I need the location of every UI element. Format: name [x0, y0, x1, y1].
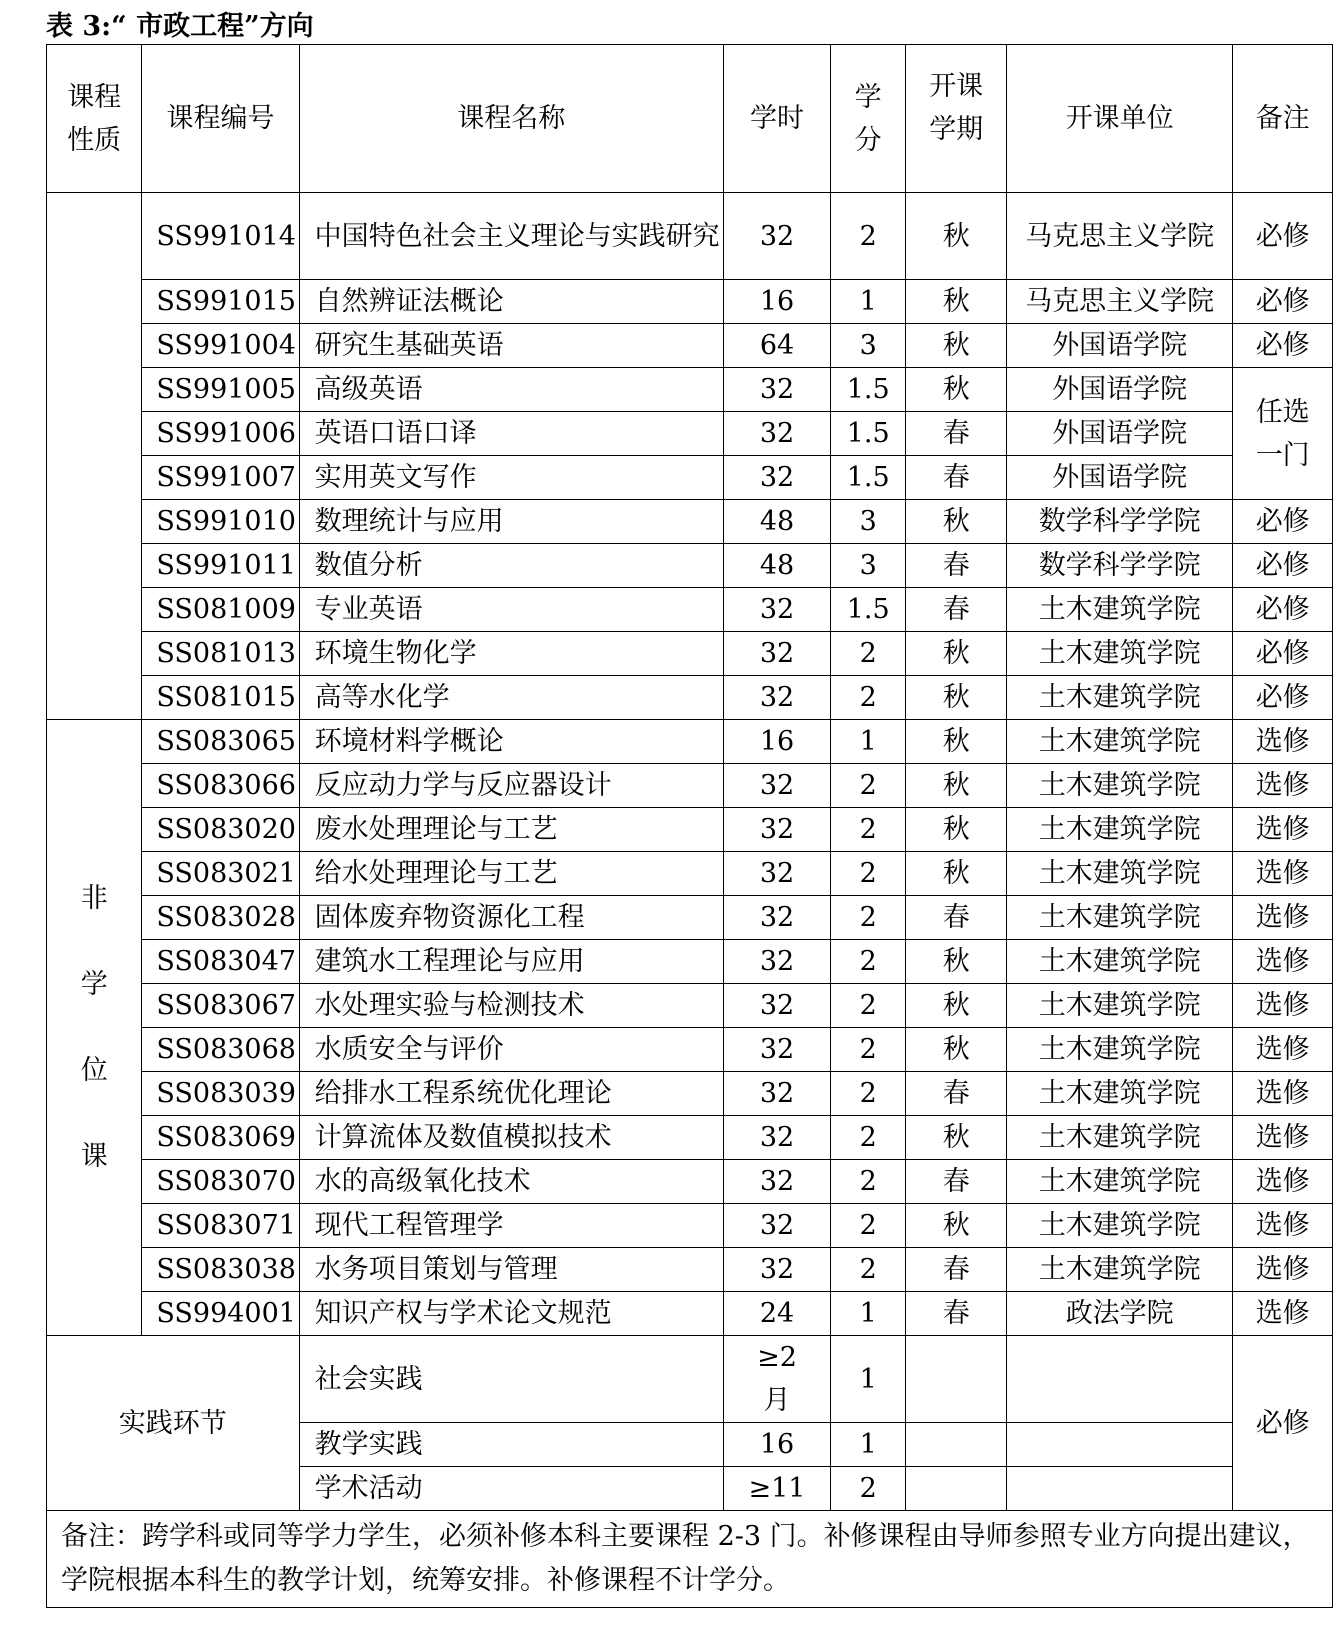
- course-dept: 马克思主义学院: [1007, 280, 1233, 324]
- course-name: 固体废弃物资源化工程: [299, 896, 723, 940]
- course-semester: 秋: [906, 500, 1007, 544]
- course-hours: 16: [724, 720, 831, 764]
- course-dept: 土木建筑学院: [1007, 632, 1233, 676]
- table-row: [47, 324, 1333, 368]
- course-hours: 32: [724, 852, 831, 896]
- course-hours: 32: [724, 368, 831, 412]
- course-remark: 必修: [1233, 193, 1333, 280]
- course-semester: 秋: [906, 193, 1007, 280]
- course-dept: 土木建筑学院: [1007, 1116, 1233, 1160]
- practice-name: 教学实践: [299, 1423, 723, 1467]
- table-row: [47, 280, 1333, 324]
- course-code: SS083066: [142, 764, 299, 808]
- course-credits: 2: [830, 676, 905, 720]
- course-name: 给水处理理论与工艺: [299, 852, 723, 896]
- course-semester: 秋: [906, 368, 1007, 412]
- practice-dept: [1007, 1423, 1233, 1467]
- course-credits: 2: [830, 984, 905, 1028]
- practice-hours: ≥11: [724, 1467, 831, 1511]
- course-remark: 必修: [1233, 280, 1333, 324]
- course-semester: 秋: [906, 280, 1007, 324]
- table-row: [47, 896, 1333, 940]
- course-name: 知识产权与学术论文规范: [299, 1292, 723, 1336]
- course-hours: 32: [724, 1204, 831, 1248]
- course-hours: 32: [724, 1028, 831, 1072]
- course-dept: 政法学院: [1007, 1292, 1233, 1336]
- header-dept: 开课单位: [1007, 45, 1233, 193]
- course-code: SS083047: [142, 940, 299, 984]
- course-code: SS991010: [142, 500, 299, 544]
- course-hours: 32: [724, 984, 831, 1028]
- course-credits: 1: [830, 280, 905, 324]
- table-row: [47, 1116, 1333, 1160]
- table-row: [47, 1028, 1333, 1072]
- course-name: 计算流体及数值模拟技术: [299, 1116, 723, 1160]
- table-title: 表 3:“ 市政工程”方向: [46, 11, 314, 42]
- course-credits: 1.5: [830, 588, 905, 632]
- course-remark: 选修: [1233, 984, 1333, 1028]
- course-semester: 秋: [906, 720, 1007, 764]
- course-semester: 春: [906, 588, 1007, 632]
- course-hours: 16: [724, 280, 831, 324]
- table-row: [47, 193, 1333, 280]
- course-semester: 秋: [906, 1116, 1007, 1160]
- course-semester: 秋: [906, 852, 1007, 896]
- course-semester: 秋: [906, 1204, 1007, 1248]
- table-row: [47, 456, 1333, 500]
- course-code: SS991005: [142, 368, 299, 412]
- course-dept: 马克思主义学院: [1007, 193, 1233, 280]
- course-name: 建筑水工程理论与应用: [299, 940, 723, 984]
- course-name: 专业英语: [299, 588, 723, 632]
- header-hours: 学时: [724, 45, 831, 193]
- course-semester: 春: [906, 1292, 1007, 1336]
- course-name: 数值分析: [299, 544, 723, 588]
- course-code: SS083069: [142, 1116, 299, 1160]
- course-code: SS994001: [142, 1292, 299, 1336]
- course-name: 给排水工程系统优化理论: [299, 1072, 723, 1116]
- course-remark: 必修: [1233, 588, 1333, 632]
- course-dept: 土木建筑学院: [1007, 588, 1233, 632]
- practice-semester: [906, 1467, 1007, 1511]
- practice-name: 学术活动: [299, 1467, 723, 1511]
- course-credits: 3: [830, 324, 905, 368]
- course-remark: 选修: [1233, 1072, 1333, 1116]
- course-hours: 64: [724, 324, 831, 368]
- course-credits: 2: [830, 1116, 905, 1160]
- course-name: 环境生物化学: [299, 632, 723, 676]
- course-credits: 2: [830, 1072, 905, 1116]
- practice-credits: 2: [830, 1467, 905, 1511]
- practice-name: 社会实践: [299, 1336, 723, 1423]
- table-row: [47, 500, 1333, 544]
- header-remark: 备注: [1233, 45, 1333, 193]
- course-code: SS083067: [142, 984, 299, 1028]
- course-code: SS083039: [142, 1072, 299, 1116]
- practice-credits: 1: [830, 1336, 905, 1423]
- course-code: SS081015: [142, 676, 299, 720]
- course-credits: 2: [830, 852, 905, 896]
- course-credits: 2: [830, 896, 905, 940]
- course-dept: 外国语学院: [1007, 368, 1233, 412]
- course-remark: 选修: [1233, 852, 1333, 896]
- table-row: [47, 764, 1333, 808]
- table-row: [47, 808, 1333, 852]
- course-semester: 春: [906, 1248, 1007, 1292]
- course-name: 研究生基础英语: [299, 324, 723, 368]
- course-credits: 1.5: [830, 412, 905, 456]
- header-code: 课程编号: [142, 45, 299, 193]
- course-remark: 选修: [1233, 764, 1333, 808]
- notes-cell: 备注：跨学科或同等学力学生，必须补修本科主要课程 2-3 门。补修课程由导师参照专业方向提出建议，学院根据本科生的教学计划，统筹安排。补修课程不计学分。: [47, 1511, 1333, 1608]
- course-semester: 春: [906, 456, 1007, 500]
- table-row: [47, 940, 1333, 984]
- table-row: [47, 984, 1333, 1028]
- course-credits: 3: [830, 544, 905, 588]
- remark-elective-one: 任选 一门: [1233, 368, 1333, 500]
- course-semester: 春: [906, 1160, 1007, 1204]
- practice-dept: [1007, 1467, 1233, 1511]
- course-credits: 2: [830, 940, 905, 984]
- table-row: [47, 632, 1333, 676]
- course-hours: 32: [724, 193, 831, 280]
- course-credits: 1: [830, 1292, 905, 1336]
- course-dept: 土木建筑学院: [1007, 764, 1233, 808]
- course-remark: 选修: [1233, 808, 1333, 852]
- course-hours: 32: [724, 764, 831, 808]
- course-hours: 32: [724, 940, 831, 984]
- table-row: [47, 1160, 1333, 1204]
- course-dept: 土木建筑学院: [1007, 940, 1233, 984]
- course-credits: 3: [830, 500, 905, 544]
- course-dept: 土木建筑学院: [1007, 1160, 1233, 1204]
- course-code: SS083020: [142, 808, 299, 852]
- course-remark: 选修: [1233, 720, 1333, 764]
- course-code: SS083021: [142, 852, 299, 896]
- course-credits: 1: [830, 720, 905, 764]
- course-hours: 32: [724, 456, 831, 500]
- notes-row: [47, 1511, 1333, 1608]
- course-dept: 土木建筑学院: [1007, 984, 1233, 1028]
- practice-semester: [906, 1423, 1007, 1467]
- course-remark: 必修: [1233, 544, 1333, 588]
- course-semester: 秋: [906, 676, 1007, 720]
- course-code: SS991015: [142, 280, 299, 324]
- course-name: 高级英语: [299, 368, 723, 412]
- practice-row: [47, 1336, 1333, 1423]
- course-remark: 选修: [1233, 1116, 1333, 1160]
- course-semester: 春: [906, 544, 1007, 588]
- course-dept: 数学科学学院: [1007, 544, 1233, 588]
- course-remark: 选修: [1233, 1160, 1333, 1204]
- course-hours: 24: [724, 1292, 831, 1336]
- course-dept: 土木建筑学院: [1007, 896, 1233, 940]
- course-code: SS083038: [142, 1248, 299, 1292]
- table-row: [47, 1292, 1333, 1336]
- course-semester: 春: [906, 1072, 1007, 1116]
- table-row: [47, 852, 1333, 896]
- course-name: 反应动力学与反应器设计: [299, 764, 723, 808]
- course-code: SS991007: [142, 456, 299, 500]
- practice-dept: [1007, 1336, 1233, 1423]
- course-name: 废水处理理论与工艺: [299, 808, 723, 852]
- course-hours: 32: [724, 808, 831, 852]
- course-code: SS083065: [142, 720, 299, 764]
- course-hours: 32: [724, 632, 831, 676]
- course-name: 数理统计与应用: [299, 500, 723, 544]
- course-hours: 32: [724, 412, 831, 456]
- course-code: SS083070: [142, 1160, 299, 1204]
- course-remark: 选修: [1233, 1248, 1333, 1292]
- course-semester: 秋: [906, 1028, 1007, 1072]
- header-name: 课程名称: [299, 45, 723, 193]
- course-name: 环境材料学概论: [299, 720, 723, 764]
- course-remark: 选修: [1233, 896, 1333, 940]
- course-credits: 1.5: [830, 368, 905, 412]
- course-hours: 32: [724, 1072, 831, 1116]
- header-credits: 学 分: [830, 45, 905, 193]
- table-row: [47, 1072, 1333, 1116]
- course-semester: 秋: [906, 984, 1007, 1028]
- course-dept: 土木建筑学院: [1007, 852, 1233, 896]
- header-semester: 开课 学期: [906, 45, 1007, 193]
- course-remark: 选修: [1233, 1292, 1333, 1336]
- table-row: [47, 368, 1333, 412]
- course-credits: 1.5: [830, 456, 905, 500]
- course-credits: 2: [830, 1204, 905, 1248]
- course-dept: 土木建筑学院: [1007, 1248, 1233, 1292]
- course-name: 水质安全与评价: [299, 1028, 723, 1072]
- course-code: SS083071: [142, 1204, 299, 1248]
- course-remark: 必修: [1233, 632, 1333, 676]
- table-row: [47, 1248, 1333, 1292]
- nature-nondegree-cell: 非 学 位 课: [47, 720, 142, 1336]
- course-dept: 外国语学院: [1007, 412, 1233, 456]
- header-row: [47, 45, 1333, 193]
- course-hours: 48: [724, 500, 831, 544]
- course-hours: 32: [724, 1248, 831, 1292]
- course-dept: 数学科学学院: [1007, 500, 1233, 544]
- table-row: [47, 676, 1333, 720]
- course-dept: 土木建筑学院: [1007, 1204, 1233, 1248]
- course-credits: 2: [830, 764, 905, 808]
- course-hours: 32: [724, 1160, 831, 1204]
- table-row: [47, 720, 1333, 764]
- course-semester: 秋: [906, 324, 1007, 368]
- course-hours: 32: [724, 896, 831, 940]
- course-semester: 秋: [906, 632, 1007, 676]
- table-row: [47, 544, 1333, 588]
- table-row: [47, 412, 1333, 456]
- header-nature: 课程 性质: [47, 45, 142, 193]
- course-credits: 2: [830, 1160, 905, 1204]
- nature-degree-cell: [47, 193, 142, 720]
- course-dept: 土木建筑学院: [1007, 808, 1233, 852]
- course-remark: 必修: [1233, 676, 1333, 720]
- course-remark: 必修: [1233, 500, 1333, 544]
- practice-credits: 1: [830, 1423, 905, 1467]
- course-name: 自然辨证法概论: [299, 280, 723, 324]
- table-row: [47, 588, 1333, 632]
- course-hours: 48: [724, 544, 831, 588]
- course-semester: 秋: [906, 940, 1007, 984]
- course-dept: 外国语学院: [1007, 324, 1233, 368]
- course-code: SS991004: [142, 324, 299, 368]
- course-dept: 土木建筑学院: [1007, 720, 1233, 764]
- practice-label: 实践环节: [47, 1336, 300, 1511]
- course-code: SS991014: [142, 193, 299, 280]
- course-code: SS081013: [142, 632, 299, 676]
- course-credits: 2: [830, 632, 905, 676]
- practice-hours: 16: [724, 1423, 831, 1467]
- practice-semester: [906, 1336, 1007, 1423]
- course-name: 水的高级氧化技术: [299, 1160, 723, 1204]
- course-dept: 土木建筑学院: [1007, 1028, 1233, 1072]
- course-semester: 春: [906, 412, 1007, 456]
- course-credits: 2: [830, 1248, 905, 1292]
- course-credits: 2: [830, 808, 905, 852]
- course-table: [46, 44, 1333, 1608]
- course-remark: 必修: [1233, 324, 1333, 368]
- course-remark: 选修: [1233, 940, 1333, 984]
- course-name: 水务项目策划与管理: [299, 1248, 723, 1292]
- course-semester: 秋: [906, 764, 1007, 808]
- table-row: [47, 1204, 1333, 1248]
- practice-hours: ≥2 月: [724, 1336, 831, 1423]
- course-dept: 土木建筑学院: [1007, 1072, 1233, 1116]
- course-name: 实用英文写作: [299, 456, 723, 500]
- course-code: SS081009: [142, 588, 299, 632]
- course-dept: 土木建筑学院: [1007, 676, 1233, 720]
- course-code: SS083028: [142, 896, 299, 940]
- course-hours: 32: [724, 676, 831, 720]
- course-dept: 外国语学院: [1007, 456, 1233, 500]
- course-hours: 32: [724, 1116, 831, 1160]
- course-code: SS083068: [142, 1028, 299, 1072]
- course-name: 现代工程管理学: [299, 1204, 723, 1248]
- course-credits: 2: [830, 193, 905, 280]
- course-remark: 选修: [1233, 1204, 1333, 1248]
- course-name: 高等水化学: [299, 676, 723, 720]
- course-code: SS991011: [142, 544, 299, 588]
- course-hours: 32: [724, 588, 831, 632]
- course-semester: 春: [906, 896, 1007, 940]
- course-code: SS991006: [142, 412, 299, 456]
- course-credits: 2: [830, 1028, 905, 1072]
- course-semester: 秋: [906, 808, 1007, 852]
- course-name: 水处理实验与检测技术: [299, 984, 723, 1028]
- course-remark: 选修: [1233, 1028, 1333, 1072]
- course-name: 中国特色社会主义理论与实践研究: [299, 193, 723, 280]
- course-name: 英语口语口译: [299, 412, 723, 456]
- practice-remark: 必修: [1233, 1336, 1333, 1511]
